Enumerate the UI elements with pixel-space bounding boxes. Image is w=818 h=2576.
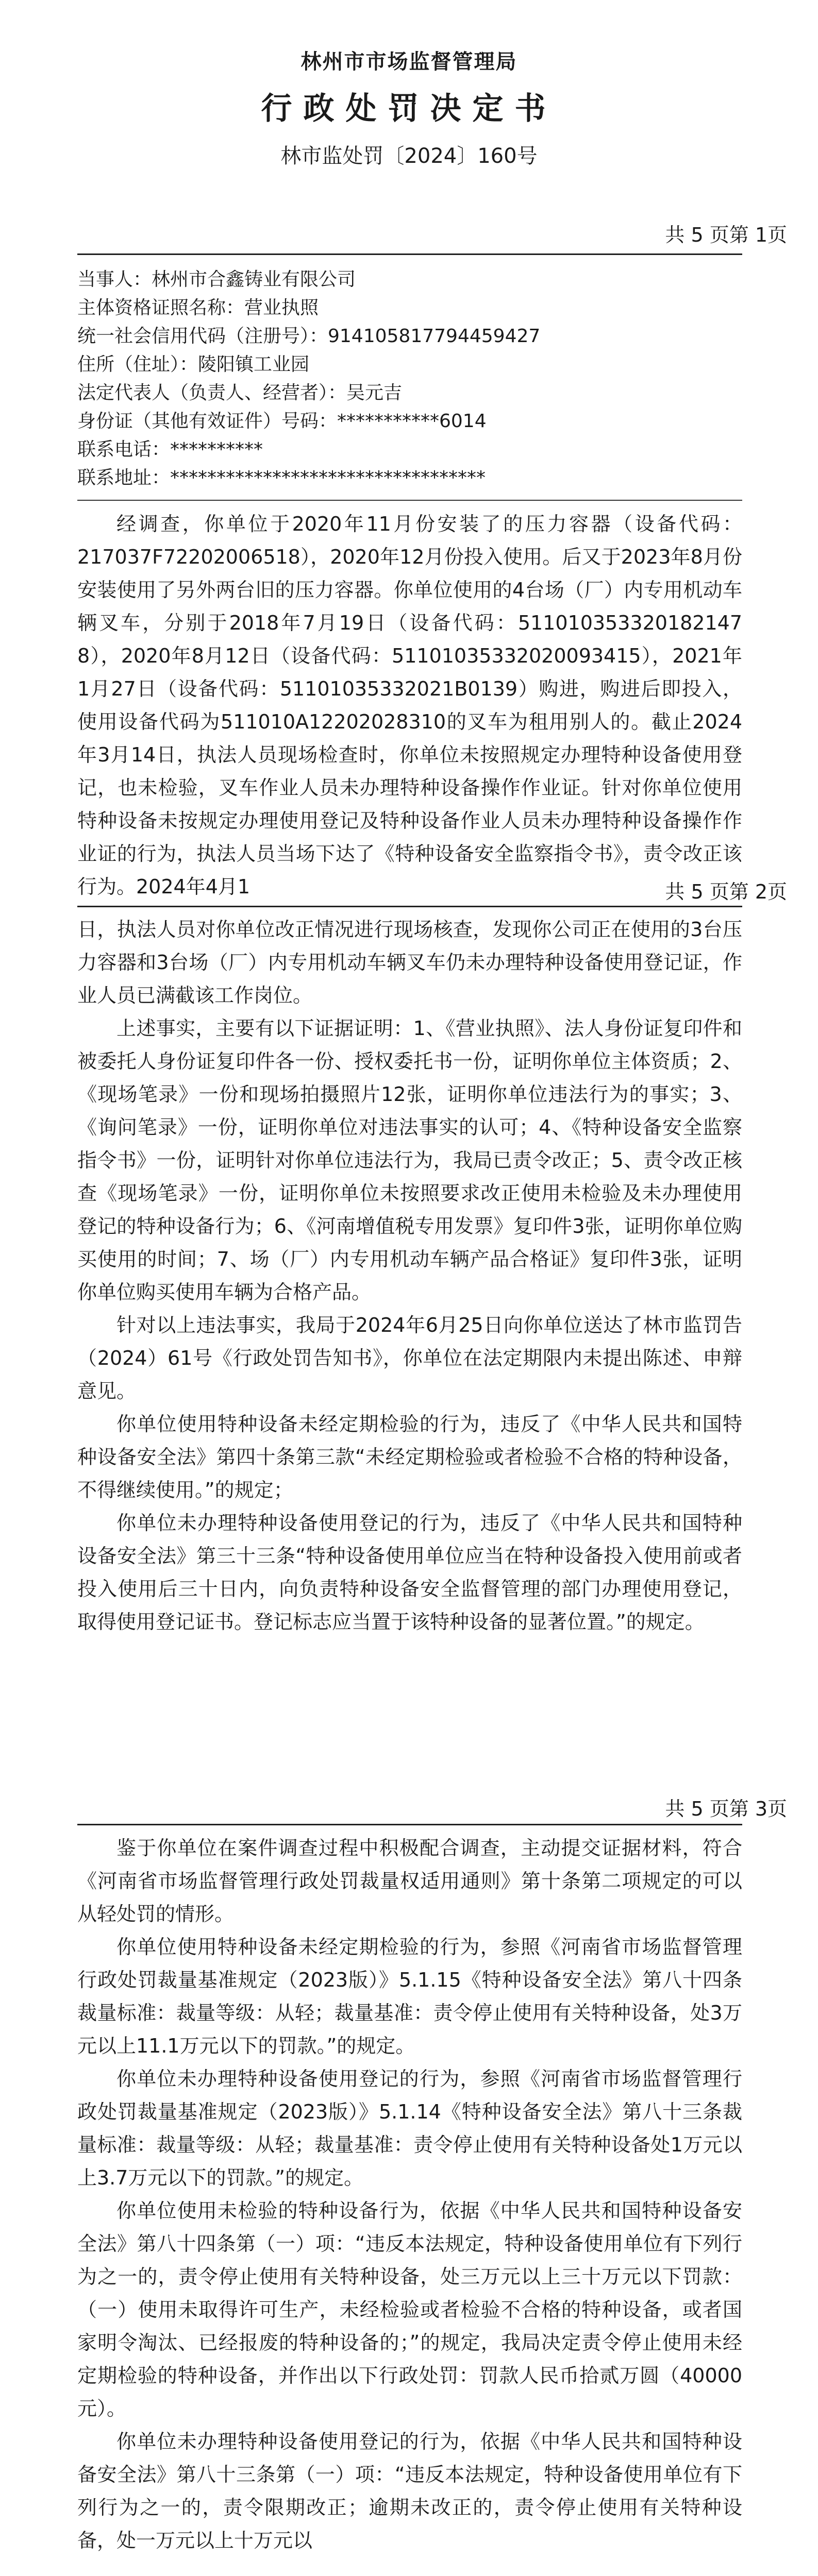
page-number: 共 5 页第 3页 <box>665 1798 787 1820</box>
page-break <box>77 906 742 907</box>
contact-address: 联系地址：********************************** <box>77 467 486 488</box>
address: 住所（住址）：陵阳镇工业园 <box>77 354 310 375</box>
issuing-authority: 林州市市场监督管理局 <box>301 50 517 74</box>
title-block <box>0 45 818 169</box>
party-info <box>77 265 747 492</box>
paragraph: 你单位未办理特种设备使用登记的行为，参照《河南省市场监督管理行政处罚裁量基准规定（2023版）》5.1.14《特种设备安全法》第八十三条裁量标准：裁量等级：从轻；裁量基准：责令停止使用有关特种设备处1万元以上3.7万元以下的罚款。”的规定。 <box>77 2067 742 2189</box>
paragraph: 你单位使用特种设备未经定期检验的行为，违反了《中华人民共和国特种设备安全法》第四十条第三款“未经定期检验或者检验不合格的特种设备，不得继续使用。”的规定； <box>77 1413 742 1501</box>
page-number: 共 5 页第 2页 <box>665 880 787 903</box>
paragraph: 经调查，你单位于2020年11月份安装了的压力容器（设备代码：217037F72202006518），2020年12月份投入使用。后又于2023年8月份安装使用了另外两台旧的压力容器。你单位使用的4台场（厂）内专用机动车辆叉车，分别于2018年7月19日（设备代码：511010353320182147​8），2020年8月12日（设备代码：51101035332020093415），2021年1月27日（设备代码：5110103533202​1B0139）购进，购进后即投入，使用设备代码为511010A1220202831​0的叉车为租用别人的。截止2024年3月14日，执法人员现场检查时，你单位未按照规定办理特种设备使用登记，也未检验，叉车作业人员未办理特种设备操作作业证。针对你单位使用特种设备未按规定办理使用登记及特种设备作业人员未办理特种设备操作作业证的行为，执法人员当场下达了《特种设备安全监察指令书》，责令改正该行为。2024年4月1 <box>77 513 742 898</box>
paragraph: 你单位使用特种设备未经定期检验的行为，参照《河南省市场监督管理行政处罚裁量基准规定（2023版）》5.1.15《特种设备安全法》第八十四条裁量标准：裁量等级：从轻；裁量基准：责令停止使用有关特种设备，处3万元以上11.1万元以下的罚款。”的规定。 <box>77 1936 742 2057</box>
paragraph: 你单位未办理特种设备使用登记的行为，违反了《中华人民共和国特种设备安全法》第三十三条“特种设备使用单位应当在特种设备投入使用前或者投入使用后三十日内，向负责特种设备安全监督管理的部门办理使用登记，取得使用登记证书。登记标志应当置于该特种设备的显著位置。”的规定。 <box>77 1512 742 1633</box>
divider <box>77 500 742 501</box>
page-2-body <box>77 913 742 1638</box>
credit-code: 统一社会信用代码（注册号）：914105817794459427 <box>77 326 541 347</box>
document-title: 行政处罚决定书 <box>261 91 557 127</box>
legal-representative: 法定代表人（负责人、经营者）：吴元吉 <box>77 382 403 403</box>
paragraph: 你单位未办理特种设备使用登记的行为，依据《中华人民共和国特种设备安全法》第八十三条第（一）项：“违反本法规定，特种设备使用单位有下列行为之一的，责令限期改正；逾期未改正的，责令停止使用有关特种设备，处一万元以上十万元以 <box>77 2430 742 2552</box>
page-break <box>77 1824 742 1825</box>
paragraph: 鉴于你单位在案件调查过程中积极配合调查，主动提交证据材料，符合《河南省市场监督管理行政处罚裁量权适用通则》第十条第二项规定的可以从轻处罚的情形。 <box>77 1837 742 1925</box>
paragraph: 上述事实，主要有以下证据证明：1、《营业执照》、法人身份证复印件和被委托人身份证复印件各一份、授权委托书一份，证明你单位主体资质；2、《现场笔录》一份和现场拍摄照片12张，证明你单位违法行为的事实；3、《询问笔录》一份，证明你单位对违法事实的认可；4、《特种设备安全监察指令书》一份，证明针对你单位违法行为，我局已责令改正；5、责令改正核查《现场笔录》一份，证明你单位未按照要求改正使用未检验及未办理使用登记的特种设备行为；6、《河南增值税专用发票》复印件3张，证明你单位购买使用的时间；7、场（厂）内专用机动车辆产品合格证》复印件3张，证明你单位购买使用车辆为合格产品。 <box>77 1017 742 1303</box>
divider <box>77 253 742 255</box>
party-name: 当事人：林州市合鑫铸业有限公司 <box>77 269 356 290</box>
paragraph: 你单位使用未检验的特种设备行为，依据《中华人民共和国特种设备安全法》第八十四条第（一）项：“违反本法规定，特种设备使用单位有下列行为之一的，责令停止使用有关特种设备，处三万元以上三十万元以下罚款：（一）使用未取得许可生产，未经检验或者检验不合格的特种设备，或者国家明令淘汰、已经报废的特种设备的；”的规定，我局决定责令停止使用未经定期检验的特种设备，并作出以下行政处罚：罚款人民币拾贰万圆（40000元）。 <box>77 2199 742 2420</box>
document-number: 林市监处罚〔2024〕160号 <box>280 144 538 168</box>
page-number: 共 5 页第 1页 <box>665 224 787 246</box>
id-number: 身份证（其他有效证件）号码：***********6014 <box>77 411 487 432</box>
paragraph: 日，执法人员对你单位改正情况进行现场核查，发现你公司正在使用的3台压力容器和3台场（厂）内专用机动车辆叉车仍未办理特种设备使用登记证，作业人员已满截该工作岗位。 <box>77 918 742 1007</box>
license-type: 主体资格证照名称：营业执照 <box>77 297 319 318</box>
page-3-body <box>77 1832 742 2557</box>
phone: 联系电话：********** <box>77 439 263 460</box>
page-1-body <box>77 507 742 903</box>
paragraph: 针对以上违法事实，我局于2024年6月25日向你单位送达了林市监罚告（2024）61号《行政处罚告知书》，你单位在法定期限内未提出陈述、申辩意见。 <box>77 1314 742 1402</box>
